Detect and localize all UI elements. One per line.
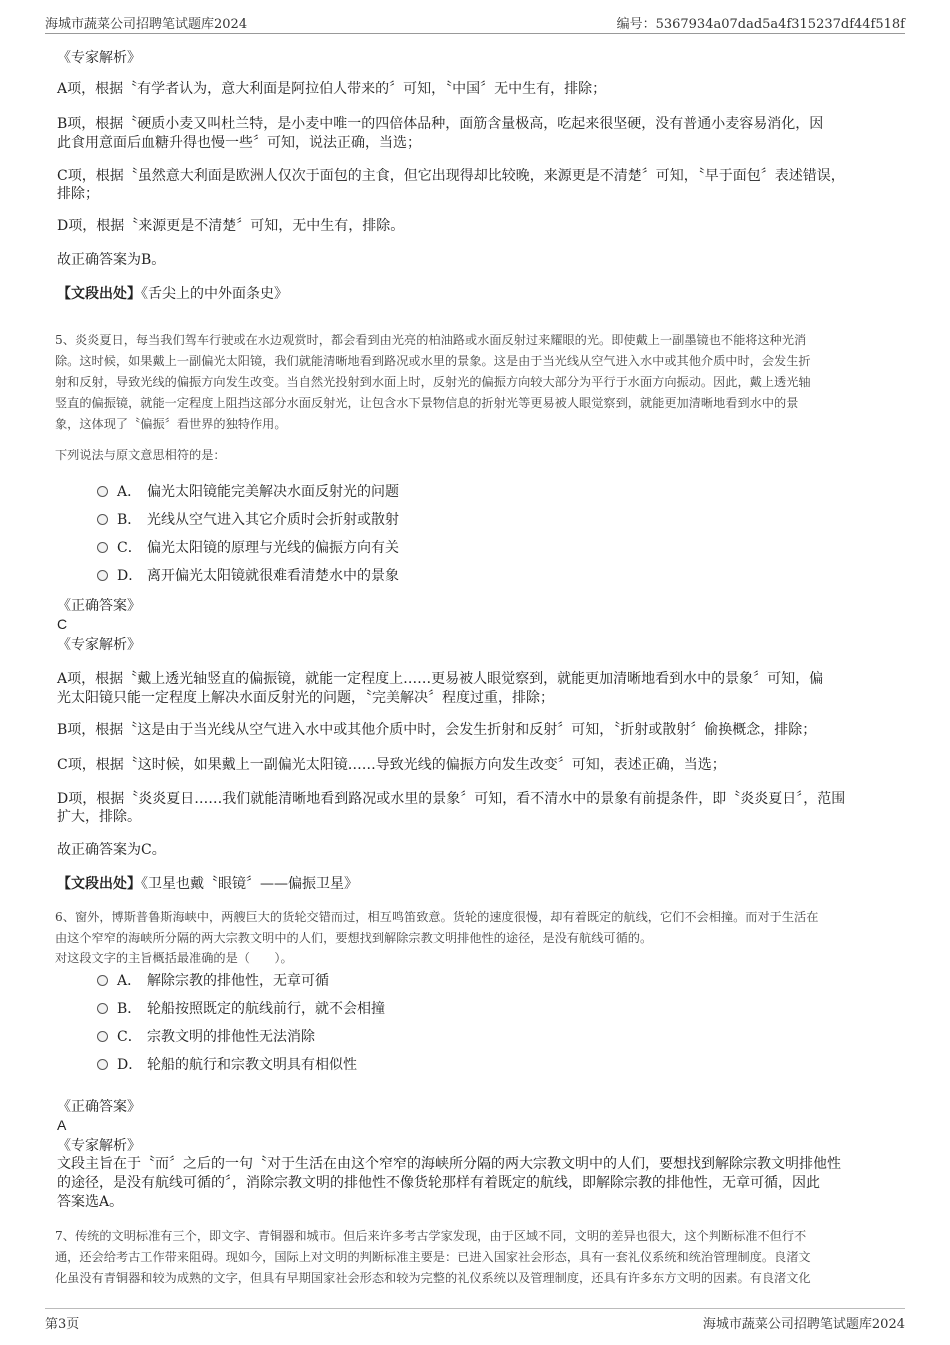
- q5-passage-line3: 射和反射，导致光线的偏振方向发生改变。当自然光投射到水面上时，反射光的偏振方向较大部分为平行于水面方向振动。因此，戴上透光轴: [55, 375, 811, 389]
- q6-question: 对这段文字的主旨概括最准确的是（ ）。: [55, 951, 293, 965]
- q6-analysis-title: 《专家解析》: [57, 1138, 141, 1154]
- q5-analysis-d-line1: D项，根据〝炎炎夏日……我们就能清晰地看到路况或水里的景象〞可知，看不清水中的景象有前提条件，即〝炎炎夏日〞，范围: [57, 791, 846, 807]
- q6-analysis-line3: 答案选A。: [57, 1194, 124, 1210]
- q7-passage-line3: 化虽没有青铜器和较为成熟的文字，但具有早期国家社会形态和较为完整的礼仪系统以及管理制度，还具有许多东方文明的因素。有良渚文化: [55, 1271, 811, 1285]
- radio-icon[interactable]: [97, 1003, 108, 1014]
- q6-passage-line2: 由这个窄窄的海峡所分隔的两大宗教文明中的人们，要想找到解除宗教文明排他性的途径，是没有航线可循的。: [55, 931, 653, 945]
- footer-divider: [45, 1308, 905, 1309]
- q5-analysis-b: B项，根据〝这是由于当光线从空气进入水中或其他介质中时，会发生折射和反射〞可知，〝折射或散射〞偷换概念，排除；: [57, 722, 817, 738]
- q5-conclusion: 故正确答案为C。: [57, 842, 166, 858]
- q5-answer-title: 《正确答案》: [57, 598, 141, 614]
- q4-conclusion: 故正确答案为B。: [57, 252, 166, 268]
- q5-analysis-c: C项，根据〝这时候，如果戴上一副偏光太阳镜……导致光线的偏振方向发生改变〞可知，表述正确，当选；: [57, 757, 726, 773]
- q4-source-label: 【文段出处】: [57, 286, 141, 302]
- radio-icon[interactable]: [97, 975, 108, 986]
- q5-source: [57, 874, 893, 895]
- q4-source: [57, 284, 893, 305]
- q5-option-d[interactable]: D． 离开偏光太阳镜就很难看清楚水中的景象: [97, 566, 399, 586]
- q5-source-label: 【文段出处】: [57, 876, 141, 892]
- q4-analysis-d: D项，根据〝来源更是不清楚〞可知，无中生有，排除。: [57, 218, 405, 234]
- q4-analysis-c-line1: C项，根据〝虽然意大利面是欧洲人仅次于面包的主食，但它出现得却比较晚，来源更是不清楚〞可知，〝早于面包〞表述错误，: [57, 168, 845, 184]
- q6-option-c[interactable]: C． 宗教文明的排他性无法消除: [97, 1027, 315, 1047]
- header-divider: [45, 33, 905, 34]
- page-footer: [45, 1313, 905, 1333]
- footer-title: 海城市蔬菜公司招聘笔试题库2024: [702, 1317, 905, 1332]
- q5-passage-line5: 象，这体现了〝偏振〞看世界的独特作用。: [55, 417, 287, 431]
- q6-answer-title: 《正确答案》: [57, 1099, 141, 1115]
- q4-analysis-b-line2: 此食用意面后血糖升得也慢一些〞可知，说法正确，当选；: [57, 135, 421, 151]
- q5-analysis-a-line1: A项，根据〝戴上透光轴竖直的偏振镜，就能一定程度上……更易被人眼觉察到，就能更加清晰地看到水中的景象〞可知，偏: [57, 671, 824, 687]
- q4-analysis-a: A项，根据〝有学者认为，意大利面是阿拉伯人带来的〞可知，〝中国〞无中生有，排除；: [57, 81, 607, 97]
- q5-analysis-a-line2: 光太阳镜只能一定程度上解决水面反射光的问题，〝完美解决〞程度过重，排除；: [57, 690, 554, 706]
- q6-option-b[interactable]: B． 轮船按照既定的航线前行，就不会相撞: [97, 999, 385, 1019]
- q6-answer: A: [57, 1117, 67, 1133]
- q5-answer: C: [57, 616, 68, 632]
- q7-passage-line1: 7、传统的文明标准有三个，即文字、青铜器和城市。但后来许多考古学家发现，由于区域不同，文明的差异也很大，这个判断标准不但行不: [55, 1229, 807, 1243]
- header-serial: 编号：5367934a07dad5a4f315237df44f518f: [616, 17, 905, 32]
- header-title: 海城市蔬菜公司招聘笔试题库2024: [45, 17, 248, 32]
- q6-analysis-line2: 的途径，是没有航线可循的〞，消除宗教文明的排他性不像货轮那样有着既定的航线，即解除宗教的排他性，无章可循，因此: [57, 1175, 820, 1191]
- q6-passage-line1: 6、窗外，博斯普鲁斯海峡中，两艘巨大的货轮交错而过，相互鸣笛致意。货轮的速度很慢，却有着既定的航线，它们不会相撞。而对于生活在: [55, 910, 819, 924]
- radio-icon[interactable]: [97, 1059, 108, 1070]
- q7-passage-line2: 通，还会给考古工作带来阻碍。现如今，国际上对文明的判断标准主要是：已进入国家社会形态，具有一套礼仪系统和统治管理制度。良渚文: [55, 1250, 811, 1264]
- q5-analysis-d-line2: 扩大，排除。: [57, 809, 141, 825]
- radio-icon[interactable]: [97, 570, 108, 581]
- q4-analysis-b-line1: B项，根据〝硬质小麦又叫杜兰特，是小麦中唯一的四倍体品种，面筋含量极高，吃起来很坚硬，没有普通小麦容易消化，因: [57, 116, 824, 132]
- q5-source-title: 《卫星也戴〝眼镜〞——偏振卫星》: [141, 876, 358, 892]
- radio-icon[interactable]: [97, 542, 108, 553]
- q5-passage-line2: 除。这时候，如果戴上一副偏光太阳镜，我们就能清晰地看到路况或水里的景象。这是由于当光线从空气进入水中或其他介质中时，会发生折: [55, 354, 811, 368]
- q4-source-title: 《舌尖上的中外面条史》: [141, 286, 288, 302]
- radio-icon[interactable]: [97, 514, 108, 525]
- q5-analysis-title: 《专家解析》: [57, 637, 141, 653]
- page-header: [45, 13, 905, 33]
- q5-passage-line4: 竖直的偏振镜，就能一定程度上阻挡这部分水面反射光，让包含水下景物信息的折射光等更易被人眼觉察到，就能更加清晰地看到水中的景: [55, 396, 799, 410]
- q4-analysis-c-line2: 排除；: [57, 186, 99, 202]
- page-number: 第3页: [45, 1317, 80, 1332]
- q5-passage-line1: 5、炎炎夏日，每当我们驾车行驶或在水边观赏时，都会看到由光亮的柏油路或水面反射过来耀眼的光。即使戴上一副墨镜也不能将这种光消: [55, 333, 807, 347]
- q5-option-c[interactable]: C． 偏光太阳镜的原理与光线的偏振方向有关: [97, 538, 399, 558]
- radio-icon[interactable]: [97, 486, 108, 497]
- radio-icon[interactable]: [97, 1031, 108, 1042]
- q5-option-b[interactable]: B． 光线从空气进入其它介质时会折射或散射: [97, 510, 399, 530]
- q5-option-a[interactable]: A． 偏光太阳镜能完美解决水面反射光的问题: [97, 482, 399, 502]
- q6-analysis-line1: 文段主旨在于〝而〞之后的一句〝对于生活在由这个窄窄的海峡所分隔的两大宗教文明中的人们，要想找到解除宗教文明排他性: [57, 1156, 841, 1172]
- q4-analysis-title: 《专家解析》: [57, 50, 141, 66]
- q6-option-d[interactable]: D． 轮船的航行和宗教文明具有相似性: [97, 1055, 357, 1075]
- q6-option-a[interactable]: A． 解除宗教的排他性，无章可循: [97, 971, 329, 991]
- q5-question: 下列说法与原文意思相符的是：: [55, 448, 226, 462]
